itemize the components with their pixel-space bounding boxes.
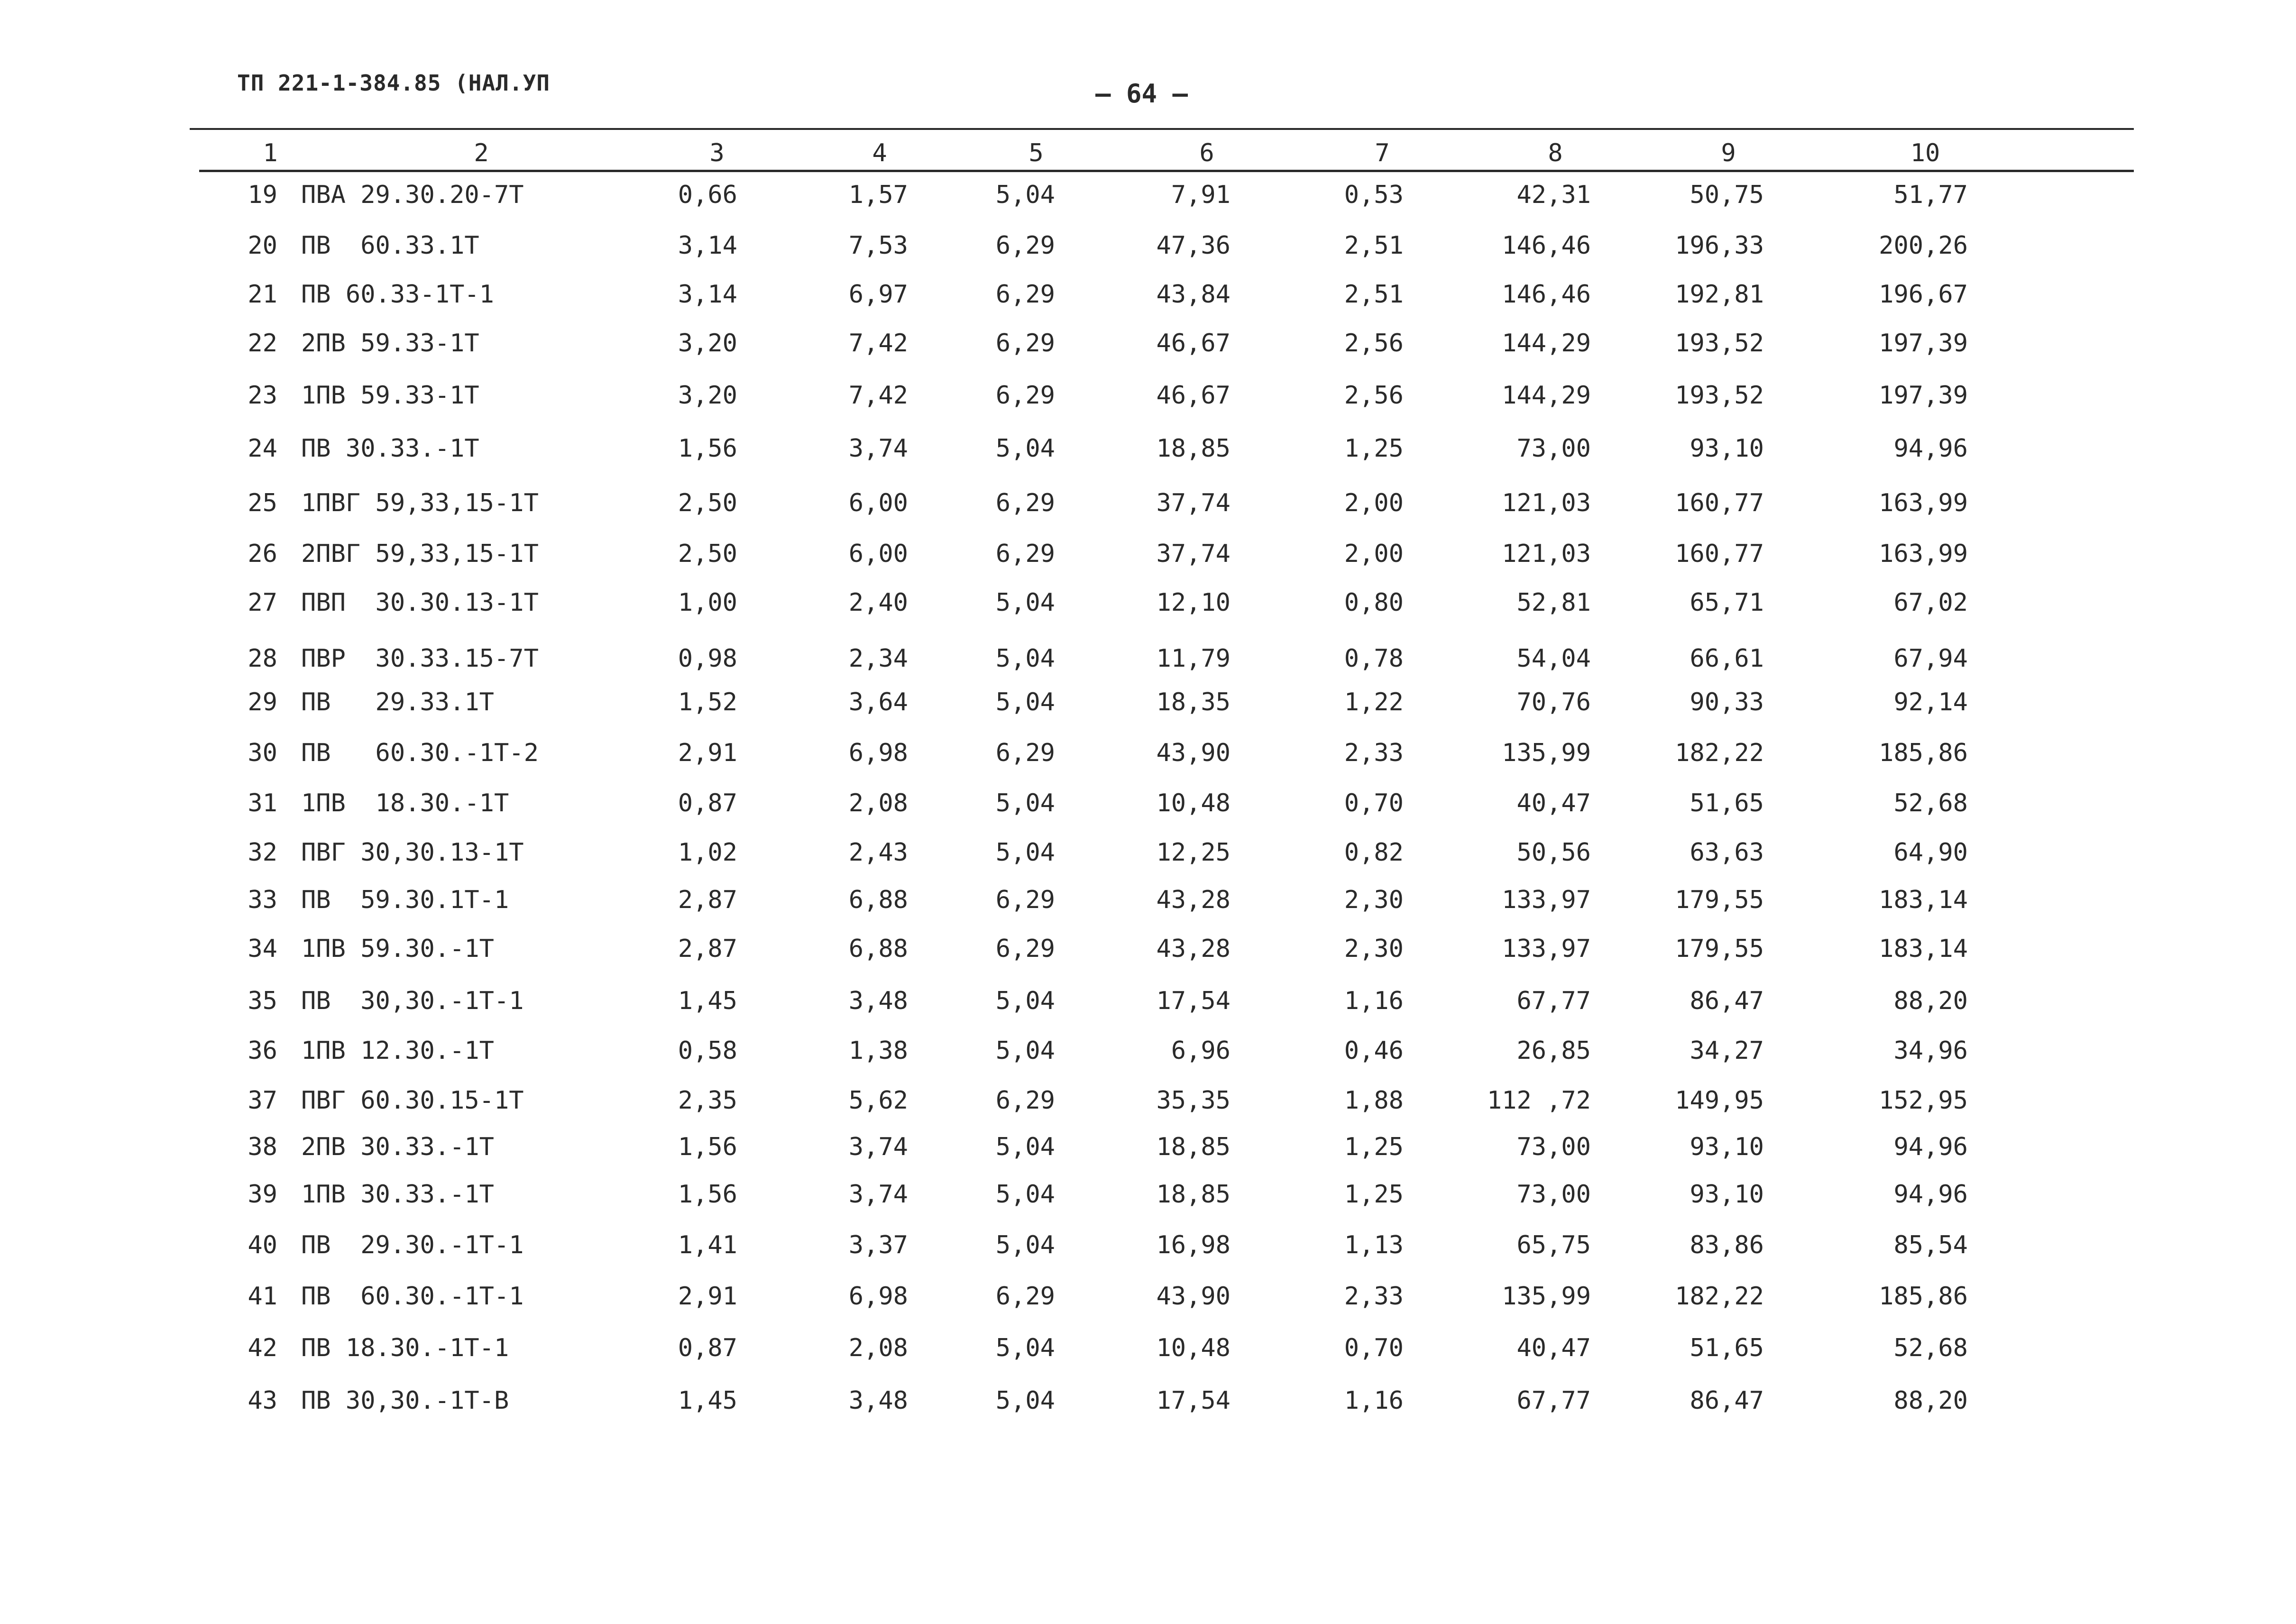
value-cell-col8: 50,56: [1516, 838, 1591, 867]
value-cell-col6: 46,67: [1156, 329, 1231, 358]
value-cell-col4: 6,88: [848, 886, 908, 914]
value-cell-col7: 0,82: [1344, 838, 1404, 867]
value-cell-col4: 6,88: [848, 935, 908, 963]
value-cell-col7: 2,00: [1344, 489, 1404, 517]
value-cell-col6: 43,28: [1156, 935, 1231, 963]
value-cell-col8: 65,75: [1516, 1231, 1591, 1259]
value-cell-col6: 10,48: [1156, 789, 1231, 817]
value-cell-col8: 144,29: [1502, 381, 1591, 410]
value-cell-col4: 3,74: [848, 434, 908, 463]
value-cell-col8: 121,03: [1502, 489, 1591, 517]
value-cell-col6: 47,36: [1156, 231, 1231, 260]
row-number: 41: [248, 1282, 277, 1311]
value-cell-col7: 2,30: [1344, 886, 1404, 914]
value-cell-col8: 70,76: [1516, 688, 1591, 716]
value-cell-col3: 3,20: [678, 381, 737, 410]
value-cell-col5: 6,29: [995, 1282, 1055, 1311]
value-cell-col5: 6,29: [995, 381, 1055, 410]
value-cell-col7: 2,30: [1344, 935, 1404, 963]
row-number: 40: [248, 1231, 277, 1259]
row-number: 21: [248, 280, 277, 309]
row-number: 28: [248, 644, 277, 673]
column-header-10: 10: [1910, 139, 1940, 167]
value-cell-col10: 183,14: [1879, 886, 1968, 914]
value-cell-col10: 185,86: [1879, 739, 1968, 767]
panel-mark: ПВ 60.30.-1Т-2: [301, 739, 539, 767]
value-cell-col7: 2,33: [1344, 1282, 1404, 1311]
value-cell-col3: 1,41: [678, 1231, 737, 1259]
value-cell-col3: 2,91: [678, 739, 737, 767]
value-cell-col9: 182,22: [1675, 739, 1764, 767]
value-cell-col6: 6,96: [1171, 1037, 1231, 1065]
column-header-9: 9: [1721, 139, 1736, 167]
value-cell-col3: 2,91: [678, 1282, 737, 1311]
value-cell-col3: 1,52: [678, 688, 737, 716]
value-cell-col9: 51,65: [1690, 789, 1764, 817]
value-cell-col7: 2,56: [1344, 329, 1404, 358]
value-cell-col9: 193,52: [1675, 381, 1764, 410]
value-cell-col9: 83,86: [1690, 1231, 1764, 1259]
value-cell-col7: 1,25: [1344, 434, 1404, 463]
value-cell-col5: 5,04: [995, 1037, 1055, 1065]
panel-mark: ПВГ 30,30.13-1Т: [301, 838, 524, 867]
value-cell-col10: 67,94: [1893, 644, 1968, 673]
value-cell-col3: 1,56: [678, 1180, 737, 1209]
value-cell-col5: 5,04: [995, 588, 1055, 617]
value-cell-col5: 6,29: [995, 739, 1055, 767]
value-cell-col7: 1,25: [1344, 1180, 1404, 1209]
value-cell-col4: 2,43: [848, 838, 908, 867]
value-cell-col3: 3,14: [678, 280, 737, 309]
column-header-4: 4: [872, 139, 887, 167]
value-cell-col9: 93,10: [1690, 434, 1764, 463]
value-cell-col4: 3,48: [848, 987, 908, 1015]
row-number: 25: [248, 489, 277, 517]
value-cell-col8: 112 ,72: [1487, 1086, 1591, 1115]
value-cell-col9: 86,47: [1690, 987, 1764, 1015]
value-cell-col7: 0,80: [1344, 588, 1404, 617]
column-header-2: 2: [474, 139, 489, 167]
row-number: 24: [248, 434, 277, 463]
value-cell-col5: 5,04: [995, 181, 1055, 209]
value-cell-col6: 17,54: [1156, 1386, 1231, 1415]
value-cell-col10: 197,39: [1879, 381, 1968, 410]
value-cell-col3: 0,66: [678, 181, 737, 209]
panel-mark: ПВ 60.30.-1Т-1: [301, 1282, 524, 1311]
value-cell-col8: 144,29: [1502, 329, 1591, 358]
value-cell-col9: 149,95: [1675, 1086, 1764, 1115]
value-cell-col10: 200,26: [1879, 231, 1968, 260]
value-cell-col10: 163,99: [1879, 489, 1968, 517]
value-cell-col3: 1,02: [678, 838, 737, 867]
row-number: 43: [248, 1386, 277, 1415]
value-cell-col8: 42,31: [1516, 181, 1591, 209]
row-number: 37: [248, 1086, 277, 1115]
value-cell-col8: 146,46: [1502, 231, 1591, 260]
value-cell-col3: 1,45: [678, 1386, 737, 1415]
value-cell-col9: 93,10: [1690, 1180, 1764, 1209]
value-cell-col8: 146,46: [1502, 280, 1591, 309]
value-cell-col6: 18,35: [1156, 688, 1231, 716]
value-cell-col8: 40,47: [1516, 1334, 1591, 1362]
row-number: 34: [248, 935, 277, 963]
row-number: 22: [248, 329, 277, 358]
value-cell-col4: 1,38: [848, 1037, 908, 1065]
value-cell-col5: 6,29: [995, 231, 1055, 260]
value-cell-col9: 66,61: [1690, 644, 1764, 673]
row-number: 39: [248, 1180, 277, 1209]
value-cell-col4: 6,97: [848, 280, 908, 309]
document-code: ТП 221-1-384.85 (НАЛ.УП: [237, 70, 550, 96]
panel-mark: ПВП 30.30.13-1Т: [301, 588, 539, 617]
value-cell-col6: 46,67: [1156, 381, 1231, 410]
value-cell-col9: 179,55: [1675, 935, 1764, 963]
value-cell-col6: 37,74: [1156, 540, 1231, 568]
panel-mark: 1ПВ 12.30.-1Т: [301, 1037, 494, 1065]
row-number: 35: [248, 987, 277, 1015]
row-number: 36: [248, 1037, 277, 1065]
value-cell-col6: 35,35: [1156, 1086, 1231, 1115]
value-cell-col7: 0,78: [1344, 644, 1404, 673]
page-number: – 64 –: [1095, 79, 1188, 109]
value-cell-col10: 94,96: [1893, 1133, 1968, 1161]
row-number: 19: [248, 181, 277, 209]
value-cell-col9: 193,52: [1675, 329, 1764, 358]
value-cell-col9: 160,77: [1675, 489, 1764, 517]
value-cell-col9: 50,75: [1690, 181, 1764, 209]
value-cell-col4: 3,64: [848, 688, 908, 716]
value-cell-col8: 67,77: [1516, 1386, 1591, 1415]
value-cell-col10: 183,14: [1879, 935, 1968, 963]
value-cell-col10: 94,96: [1893, 434, 1968, 463]
value-cell-col4: 3,74: [848, 1180, 908, 1209]
panel-mark: ПВ 30.33.-1Т: [301, 434, 479, 463]
value-cell-col5: 5,04: [995, 434, 1055, 463]
panel-mark: 1ПВ 18.30.-1Т: [301, 789, 509, 817]
panel-mark: ПВ 29.30.-1Т-1: [301, 1231, 524, 1259]
value-cell-col7: 1,16: [1344, 987, 1404, 1015]
row-number: 30: [248, 739, 277, 767]
value-cell-col9: 65,71: [1690, 588, 1764, 617]
value-cell-col7: 2,56: [1344, 381, 1404, 410]
value-cell-col8: 67,77: [1516, 987, 1591, 1015]
value-cell-col8: 135,99: [1502, 1282, 1591, 1311]
value-cell-col8: 54,04: [1516, 644, 1591, 673]
value-cell-col8: 26,85: [1516, 1037, 1591, 1065]
value-cell-col4: 1,57: [848, 181, 908, 209]
value-cell-col6: 7,91: [1171, 181, 1231, 209]
value-cell-col7: 1,25: [1344, 1133, 1404, 1161]
value-cell-col5: 5,04: [995, 1231, 1055, 1259]
value-cell-col3: 3,20: [678, 329, 737, 358]
panel-mark: ПВ 60.33.1Т: [301, 231, 479, 260]
value-cell-col5: 6,29: [995, 935, 1055, 963]
value-cell-col8: 135,99: [1502, 739, 1591, 767]
column-header-6: 6: [1199, 139, 1214, 167]
value-cell-col10: 88,20: [1893, 987, 1968, 1015]
value-cell-col8: 73,00: [1516, 1180, 1591, 1209]
value-cell-col3: 2,35: [678, 1086, 737, 1115]
value-cell-col3: 1,45: [678, 987, 737, 1015]
value-cell-col4: 6,98: [848, 1282, 908, 1311]
row-number: 20: [248, 231, 277, 260]
value-cell-col5: 5,04: [995, 1334, 1055, 1362]
value-cell-col6: 18,85: [1156, 1180, 1231, 1209]
value-cell-col3: 1,56: [678, 434, 737, 463]
value-cell-col5: 6,29: [995, 329, 1055, 358]
value-cell-col8: 133,97: [1502, 935, 1591, 963]
value-cell-col6: 17,54: [1156, 987, 1231, 1015]
row-number: 26: [248, 540, 277, 568]
value-cell-col5: 5,04: [995, 1133, 1055, 1161]
value-cell-col10: 94,96: [1893, 1180, 1968, 1209]
value-cell-col10: 152,95: [1879, 1086, 1968, 1115]
value-cell-col9: 86,47: [1690, 1386, 1764, 1415]
value-cell-col4: 2,34: [848, 644, 908, 673]
panel-mark: ПВ 60.33-1Т-1: [301, 280, 494, 309]
panel-mark: ПВ 59.30.1Т-1: [301, 886, 509, 914]
value-cell-col5: 5,04: [995, 688, 1055, 716]
value-cell-col10: 85,54: [1893, 1231, 1968, 1259]
panel-mark: ПВА 29.30.20-7Т: [301, 181, 524, 209]
value-cell-col6: 43,90: [1156, 1282, 1231, 1311]
panel-mark: ПВ 30,30.-1Т-1: [301, 987, 524, 1015]
panel-mark: ПВ 30,30.-1Т-В: [301, 1386, 509, 1415]
panel-mark: 2ПВ 30.33.-1Т: [301, 1133, 494, 1161]
value-cell-col6: 16,98: [1156, 1231, 1231, 1259]
value-cell-col4: 3,74: [848, 1133, 908, 1161]
value-cell-col3: 2,50: [678, 540, 737, 568]
value-cell-col3: 0,87: [678, 789, 737, 817]
value-cell-col10: 52,68: [1893, 1334, 1968, 1362]
value-cell-col6: 12,10: [1156, 588, 1231, 617]
value-cell-col3: 0,87: [678, 1334, 737, 1362]
value-cell-col5: 6,29: [995, 540, 1055, 568]
column-header-7: 7: [1375, 139, 1390, 167]
row-number: 23: [248, 381, 277, 410]
value-cell-col10: 88,20: [1893, 1386, 1968, 1415]
value-cell-col10: 196,67: [1879, 280, 1968, 309]
value-cell-col6: 10,48: [1156, 1334, 1231, 1362]
value-cell-col10: 64,90: [1893, 838, 1968, 867]
value-cell-col10: 92,14: [1893, 688, 1968, 716]
value-cell-col7: 1,88: [1344, 1086, 1404, 1115]
value-cell-col7: 2,51: [1344, 231, 1404, 260]
row-number: 38: [248, 1133, 277, 1161]
value-cell-col4: 3,37: [848, 1231, 908, 1259]
value-cell-col10: 67,02: [1893, 588, 1968, 617]
column-header-3: 3: [709, 139, 725, 167]
value-cell-col5: 6,29: [995, 280, 1055, 309]
value-cell-col4: 7,53: [848, 231, 908, 260]
value-cell-col7: 0,70: [1344, 789, 1404, 817]
value-cell-col3: 2,87: [678, 886, 737, 914]
value-cell-col3: 1,00: [678, 588, 737, 617]
value-cell-col3: 0,58: [678, 1037, 737, 1065]
value-cell-col3: 2,50: [678, 489, 737, 517]
panel-mark: ПВ 18.30.-1Т-1: [301, 1334, 509, 1362]
row-number: 32: [248, 838, 277, 867]
value-cell-col7: 0,53: [1344, 181, 1404, 209]
value-cell-col10: 197,39: [1879, 329, 1968, 358]
value-cell-col4: 7,42: [848, 329, 908, 358]
column-header-8: 8: [1548, 139, 1563, 167]
table-header-rule: [199, 170, 2134, 172]
value-cell-col10: 163,99: [1879, 540, 1968, 568]
value-cell-col7: 2,00: [1344, 540, 1404, 568]
value-cell-col7: 0,70: [1344, 1334, 1404, 1362]
value-cell-col9: 160,77: [1675, 540, 1764, 568]
value-cell-col4: 2,40: [848, 588, 908, 617]
value-cell-col7: 1,16: [1344, 1386, 1404, 1415]
value-cell-col4: 5,62: [848, 1086, 908, 1115]
row-number: 27: [248, 588, 277, 617]
value-cell-col7: 2,51: [1344, 280, 1404, 309]
panel-mark: ПВР 30.33.15-7Т: [301, 644, 539, 673]
value-cell-col9: 51,65: [1690, 1334, 1764, 1362]
value-cell-col9: 182,22: [1675, 1282, 1764, 1311]
value-cell-col8: 121,03: [1502, 540, 1591, 568]
value-cell-col10: 51,77: [1893, 181, 1968, 209]
value-cell-col6: 11,79: [1156, 644, 1231, 673]
value-cell-col5: 6,29: [995, 1086, 1055, 1115]
value-cell-col9: 196,33: [1675, 231, 1764, 260]
value-cell-col6: 37,74: [1156, 489, 1231, 517]
value-cell-col5: 5,04: [995, 789, 1055, 817]
value-cell-col10: 185,86: [1879, 1282, 1968, 1311]
value-cell-col9: 93,10: [1690, 1133, 1764, 1161]
value-cell-col5: 5,04: [995, 1386, 1055, 1415]
value-cell-col7: 0,46: [1344, 1037, 1404, 1065]
value-cell-col3: 0,98: [678, 644, 737, 673]
panel-mark: ПВГ 60.30.15-1Т: [301, 1086, 524, 1115]
panel-mark: 2ПВГ 59,33,15-1Т: [301, 540, 539, 568]
value-cell-col4: 6,00: [848, 489, 908, 517]
value-cell-col10: 52,68: [1893, 789, 1968, 817]
value-cell-col8: 133,97: [1502, 886, 1591, 914]
value-cell-col9: 34,27: [1690, 1037, 1764, 1065]
panel-mark: 2ПВ 59.33-1Т: [301, 329, 479, 358]
value-cell-col4: 6,00: [848, 540, 908, 568]
value-cell-col5: 5,04: [995, 1180, 1055, 1209]
value-cell-col4: 2,08: [848, 1334, 908, 1362]
value-cell-col6: 18,85: [1156, 434, 1231, 463]
row-number: 29: [248, 688, 277, 716]
value-cell-col4: 3,48: [848, 1386, 908, 1415]
column-header-1: 1: [263, 139, 278, 167]
value-cell-col4: 7,42: [848, 381, 908, 410]
value-cell-col9: 179,55: [1675, 886, 1764, 914]
panel-mark: 1ПВ 59.30.-1Т: [301, 935, 494, 963]
value-cell-col7: 1,13: [1344, 1231, 1404, 1259]
value-cell-col10: 34,96: [1893, 1037, 1968, 1065]
value-cell-col5: 5,04: [995, 838, 1055, 867]
row-number: 31: [248, 789, 277, 817]
value-cell-col8: 73,00: [1516, 1133, 1591, 1161]
value-cell-col8: 40,47: [1516, 789, 1591, 817]
value-cell-col6: 43,84: [1156, 280, 1231, 309]
value-cell-col9: 90,33: [1690, 688, 1764, 716]
value-cell-col3: 3,14: [678, 231, 737, 260]
value-cell-col6: 18,85: [1156, 1133, 1231, 1161]
value-cell-col6: 43,28: [1156, 886, 1231, 914]
value-cell-col3: 2,87: [678, 935, 737, 963]
value-cell-col8: 52,81: [1516, 588, 1591, 617]
value-cell-col9: 192,81: [1675, 280, 1764, 309]
value-cell-col6: 43,90: [1156, 739, 1231, 767]
value-cell-col7: 1,22: [1344, 688, 1404, 716]
value-cell-col9: 63,63: [1690, 838, 1764, 867]
row-number: 33: [248, 886, 277, 914]
value-cell-col6: 12,25: [1156, 838, 1231, 867]
value-cell-col4: 6,98: [848, 739, 908, 767]
table-top-rule: [190, 128, 2134, 130]
column-header-5: 5: [1029, 139, 1044, 167]
value-cell-col3: 1,56: [678, 1133, 737, 1161]
value-cell-col5: 5,04: [995, 644, 1055, 673]
panel-mark: ПВ 29.33.1Т: [301, 688, 494, 716]
value-cell-col8: 73,00: [1516, 434, 1591, 463]
value-cell-col7: 2,33: [1344, 739, 1404, 767]
value-cell-col5: 6,29: [995, 886, 1055, 914]
panel-mark: 1ПВ 30.33.-1Т: [301, 1180, 494, 1209]
value-cell-col5: 5,04: [995, 987, 1055, 1015]
panel-mark: 1ПВ 59.33-1Т: [301, 381, 479, 410]
value-cell-col4: 2,08: [848, 789, 908, 817]
row-number: 42: [248, 1334, 277, 1362]
value-cell-col5: 6,29: [995, 489, 1055, 517]
panel-mark: 1ПВГ 59,33,15-1Т: [301, 489, 539, 517]
